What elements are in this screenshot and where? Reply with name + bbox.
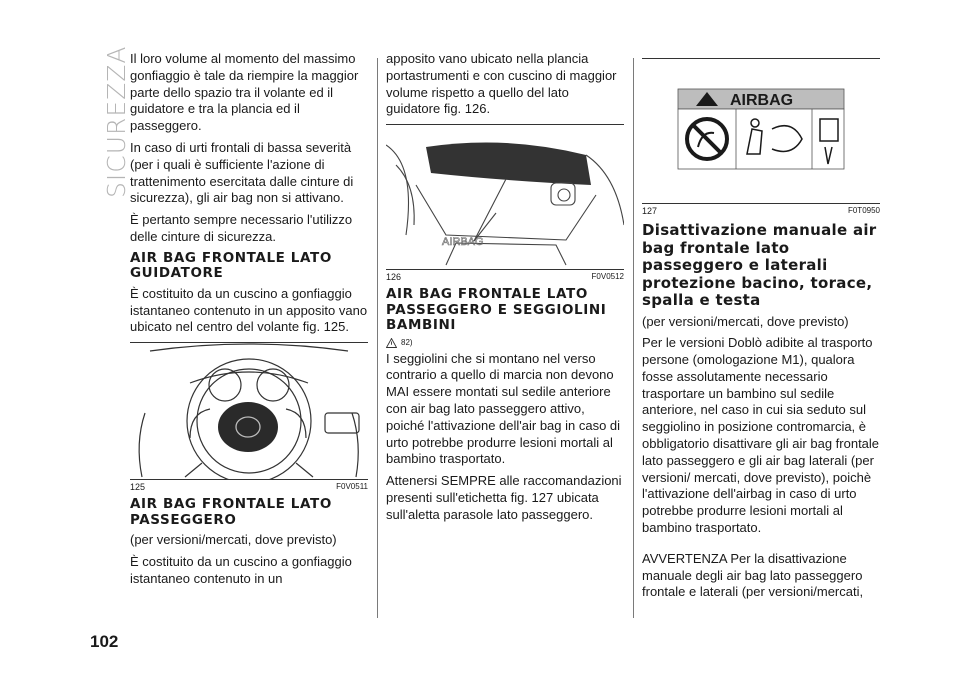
column-divider [633, 58, 634, 618]
dashboard-illustration [386, 125, 624, 269]
figure-number: 126 [386, 272, 402, 283]
figure-code: F0V0512 [591, 272, 624, 282]
paragraph: Attenersi SEMPRE alle raccomandazioni presenti sull'etichetta fig. 127 ubicata sull'aletta parasole lato passeggero. [386, 473, 622, 522]
section-label: SICUREZZA [102, 45, 131, 198]
page-number: 102 [90, 632, 119, 651]
warning-reference [386, 338, 624, 348]
paragraph: (per versioni/mercati, dove previsto) [642, 313, 849, 329]
section-heading: AIR BAG FRONTALE LATO PASSEGGERO E SEGGIOLINI BAMBINI [386, 286, 607, 334]
airbag-warning-label [642, 59, 880, 203]
airbag-title: AIRBAG [730, 92, 794, 109]
paragraph: In caso di urti frontali di bassa severità (per i quali è sufficiente l'azione di trattenimento esercitata dalle cinture di sicurezza), gli air bag non si attivano. [130, 139, 354, 206]
figure-code: F0T0950 [847, 206, 880, 215]
figure-126 [386, 124, 624, 270]
warning-ref-number: 82) [401, 338, 413, 348]
figure-code: F0V0511 [336, 482, 368, 492]
steering-wheel-illustration [130, 343, 368, 479]
paragraph: AVVERTENZA Per la disattivazione manuale degli air bag lato passeggero frontale e laterali (per versioni/mercati, [642, 550, 864, 600]
paragraph: È costituito da un cuscino a gonfiaggio istantaneo contenuto in un apposito vano ubicato nel centro del volante fig. 125. [130, 285, 368, 335]
paragraph: È pertanto sempre necessario l'utilizzo delle cinture di sicurezza. [130, 212, 353, 244]
paragraph: Il loro volume al momento del massimo gonfiaggio è tale da riempire la maggior parte dello spazio tra il volante ed il guidatore e tra la plancia ed il passeggero. [130, 51, 359, 134]
paragraph: I seggiolini che si montano nel verso contrario a quello di marcia non devono MAI essere montati sul sedile anteriore con air bag lato passeggero attivo, poiché l'attivazione dell'air bag in caso di urto potrebbe produrre lesioni mortali al bambino trasportato. [386, 350, 621, 467]
figure-number: 125 [130, 482, 146, 493]
figure-number: 127 [642, 206, 658, 216]
paragraph: apposito vano ubicato nella plancia portastrumenti e con cuscino di maggior volume rispetto a quello del lato guidatore fig. 126. [386, 51, 617, 117]
column-3 [642, 58, 880, 606]
section-heading: Disattivazione manuale air bag frontale lato passeggero e laterali protezione bacino, torace, spalla e testa [642, 221, 877, 309]
column-1 [130, 51, 368, 593]
paragraph: È costituito da un cuscino a gonfiaggio istantaneo contenuto in un [130, 553, 352, 586]
paragraph: (per versioni/mercati, dove previsto) [130, 532, 337, 548]
section-heading: AIR BAG FRONTALE LATO GUIDATORE [130, 249, 332, 282]
warning-triangle-icon [386, 338, 397, 348]
paragraph: Per le versioni Doblò adibite al trasporto persone (omologazione M1), qualora fosse assolutamente necessario trasportare un bambino sul sedile anteriore, nel caso in cui sia seduto sul seggiolino in posizione contromarcia, è obbligatorio disattivare gli air bag frontale lato passeggero e gli air bag laterali (per versioni/ mercati, dove previsto), poichè l'attivazione dell'airbag in caso di urto potrebbe produrre lesioni mortali al bambino trasportato. [642, 335, 880, 536]
airbag-label: AIRBAG [442, 236, 484, 249]
section-heading: AIR BAG FRONTALE LATO PASSEGGERO [130, 496, 332, 528]
column-2 [386, 51, 624, 529]
figure-127 [642, 58, 880, 204]
column-divider [377, 58, 378, 618]
figure-125 [130, 342, 368, 480]
